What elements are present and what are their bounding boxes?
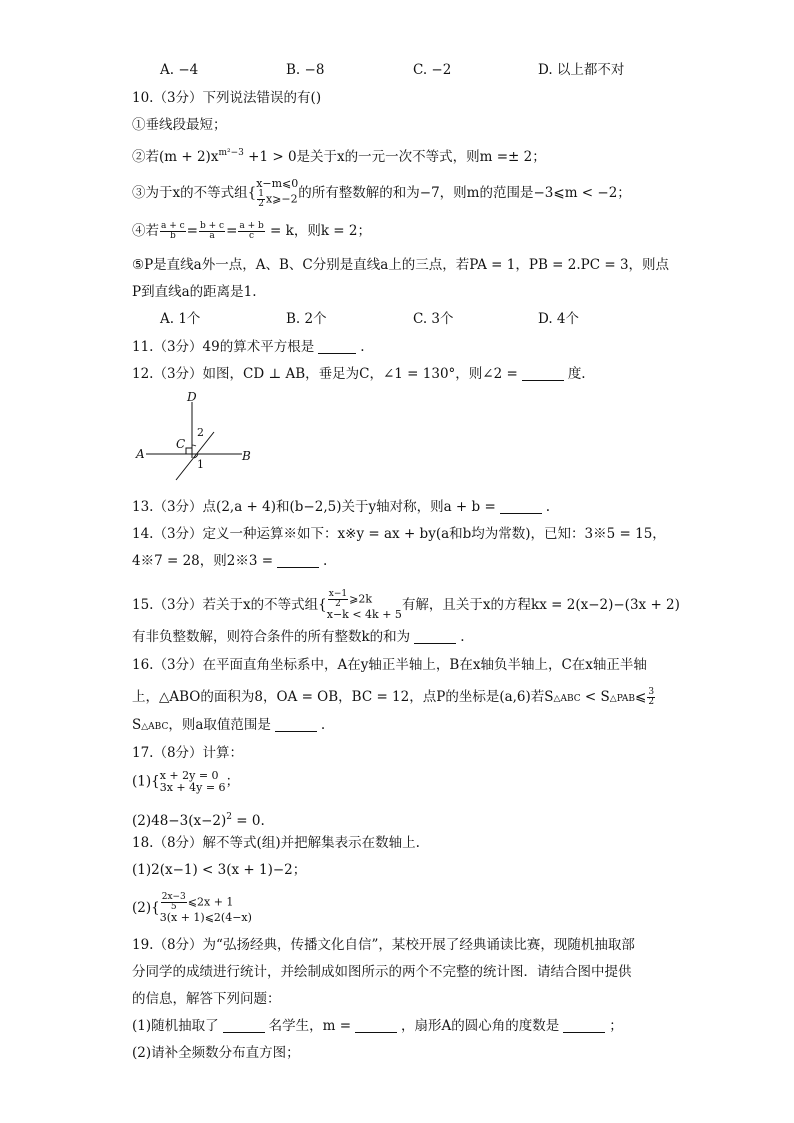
answer-blank (414, 629, 456, 644)
label-angle-1: 1 (197, 458, 204, 471)
q10-option-c: C. 3个 (413, 311, 454, 327)
q10-statement-5-line2: P到直线a的距离是1. (132, 284, 257, 300)
q15-line2: 有非负整数解，则符合条件的所有整数k的和为 . (132, 629, 465, 645)
inequality-system: x−m⩽0 $\frac{1}{2}$ x⩾−2 (256, 177, 299, 209)
geometry-figure (132, 386, 262, 486)
q10-option-b: B. 2个 (286, 311, 327, 327)
answer-blank (275, 717, 317, 732)
q9-option-b: B. −8 (286, 62, 325, 78)
answer-blank (223, 1018, 265, 1033)
label-b: B (242, 449, 251, 463)
q16-line2: 上，△ABO的面积为8，OA = OB，BC = 12，点P的坐标是(a,6)若S△ABC < S△PAB⩽ $\frac{3}{2}$ (132, 687, 655, 707)
q10-statement-4: ④若 $\frac{a + c}{b}$ = $\frac{b + c}{a}$ = $\frac{a + b}{c}$ = k，则k = 2； (132, 221, 372, 241)
right-angle-mark (186, 448, 192, 454)
q10-statement-3: ③为于x的不等式组{ x−m⩽0 $\frac{1}{2}$ x⩾−2 的所有整数解的和为−7，则m的范围是−3⩽m < −2； (132, 177, 631, 209)
inequality-system: $\frac{2x-3}{5}$ ⩽2x + 1 3(x + 1)⩽2(4−x) (159, 892, 252, 924)
q10-stem: 10.（3分）下列说法错误的有() (132, 90, 322, 106)
q17-part2: $(2)48-3(x-2)^2 = 0$. (132, 812, 265, 829)
q9-option-d: D. 以上都不对 (538, 62, 625, 78)
q9-option-c: C. −2 (413, 62, 452, 78)
label-angle-2: 2 (197, 426, 204, 439)
q14-line2: 4※7 = 28，则2※3 = . (132, 553, 328, 569)
answer-blank (500, 499, 542, 514)
q13-line: 13.（3分）点(2,a + 4)和(b−2,5)关于y轴对称，则a + b = . (132, 499, 551, 515)
answer-blank (563, 1018, 605, 1033)
q16-line1: 16.（3分）在平面直角坐标系中，A在y轴正半轴上，B在x轴负半轴上，C在x轴正半轴 (132, 657, 647, 673)
answer-blank (277, 553, 319, 568)
q19-part2: (2)请补全频数分布直方图； (132, 1045, 300, 1061)
label-a: A (136, 447, 145, 461)
label-d: D (187, 390, 197, 404)
q11-line: 11.（3分）49的算术平方根是 . (132, 339, 365, 355)
inequality-system: $\frac{x-1}{2}$ ⩾2k x−k < 4k + 5 (326, 589, 402, 621)
label-c: C (176, 437, 186, 451)
q10-option-a: A. 1个 (160, 311, 201, 327)
q15-line1: 15.（3分）若关于x的不等式组{ $\frac{x-1}{2}$ ⩾2k x−k < 4k + 5 有解，且关于x的方程kx = 2(x−2)−(3x + 2) (132, 589, 680, 621)
q12-line: 12.（3分）如图，CD ⊥ AB，垂足为C，∠1 = 130°，则∠2 = 度. (132, 366, 586, 382)
q19-line2: 分同学的成绩进行统计，并绘制成如图所示的两个不完整的统计图．请结合图中提供 (132, 964, 632, 980)
answer-blank (522, 366, 564, 381)
q10-statement-2: ②若$(m + 2)x^{m^2-3} +1 > 0$是关于x的一元一次不等式，则m =± 2； (132, 148, 546, 165)
equation-system: x + 2y = 0 3x + 4y = 6 (159, 769, 226, 794)
answer-blank (355, 1018, 397, 1033)
q19-part1: (1)随机抽取了 名学生，m = ，扇形A的圆心角的度数是 ； (132, 1018, 623, 1034)
q19-line3: 的信息，解答下列问题： (132, 991, 281, 1007)
q14-line1: 14.（3分）定义一种运算※如下：x※y = ax + by(a和b均为常数)，已知：3※5 = 15， (132, 526, 666, 542)
q10-option-d: D. 4个 (538, 311, 580, 327)
q19-line1: 19.（8分）为“弘扬经典，传播文化自信”，某校开展了经典诵读比赛，现随机抽取部 (132, 937, 635, 953)
q16-line3: S△ABC，则a取值范围是 . (132, 717, 326, 733)
answer-blank (318, 339, 356, 354)
q17-part1: (1){ x + 2y = 0 3x + 4y = 6 ； (132, 769, 240, 794)
q17-stem: 17.（8分）计算： (132, 745, 244, 761)
q9-option-a: A. −4 (160, 62, 199, 78)
q18-part1: (1)2(x−1) < 3(x + 1)−2； (132, 862, 307, 878)
q18-part2: (2){ $\frac{2x-3}{5}$ ⩽2x + 1 3(x + 1)⩽2(4−x) (132, 892, 252, 924)
q10-statement-5-line1: ⑤P是直线a外一点，A、B、C分别是直线a上的三点，若PA = 1，PB = 2.PC = 3，则点 (132, 257, 670, 273)
q10-statement-1: ①垂线段最短； (132, 117, 227, 133)
q18-stem: 18.（8分）解不等式(组)并把解集表示在数轴上. (132, 835, 420, 851)
